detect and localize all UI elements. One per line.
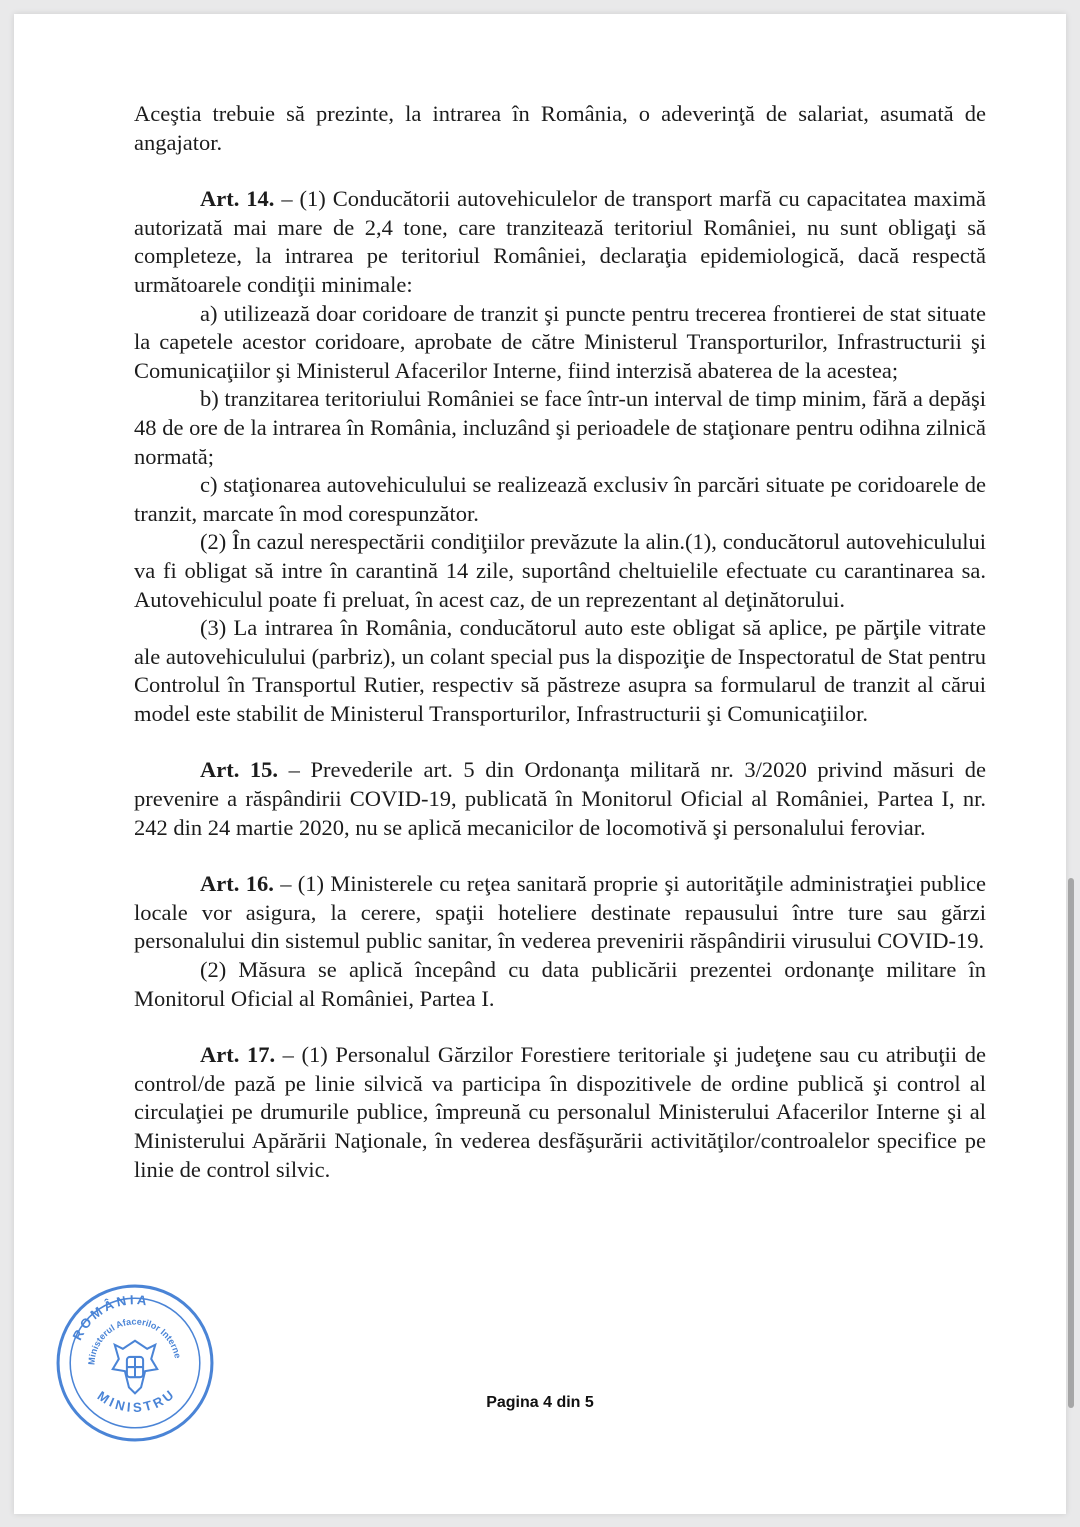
paragraph-intro: Aceştia trebuie să prezinte, la intrarea în România, o adeverinţă de salariat, asumată de angajator. — [134, 101, 986, 155]
art-16-heading: Art. 16. — [200, 871, 274, 897]
stamp-ring-text: Ministerul Afacerilor Interne — [86, 1316, 183, 1366]
art-17-text-1: – (1) Personalul Gărzilor Forestiere teritoriale şi judeţene sau cu atribuţii de control/de pază pe linie silvică va participa în dispozitivele de ordine publică şi control al circulaţiei pe drumurile publice, împreună cu personalul Ministerului Afacerilor Interne şi al Ministerului Apărării Naţionale, în vederea desfăşurării activităţilor/controalelor specifice pe linie de control silvic. — [134, 1042, 986, 1182]
art-17-heading: Art. 17. — [200, 1042, 276, 1068]
art-17-paragraph-1 — [134, 1041, 986, 1184]
page-number: Pagina 4 din 5 — [486, 1394, 594, 1411]
art-15-text: – Prevederile art. 5 din Ordonanţa militară nr. 3/2020 privind măsuri de prevenire a răspândirii COVID-19, publicată în Monitorul Oficial al României, Partea I, nr. 242 din 24 martie 2020, nu se aplică mecanicilor de locomotivă şi personalului feroviar. — [134, 757, 987, 840]
art-16-paragraph-1 — [134, 870, 986, 956]
art-14-item-a: a) utilizează doar coridoare de tranzit şi puncte pentru trecerea frontierei de stat situate la capetele acestor coridoare, aprobate de către Ministerul Transporturilor, Infrastructurii şi Comunicaţiilor şi Ministerul Afacerilor Interne, fiind interzisă abaterea de la acestea; — [134, 300, 986, 383]
art-14-heading: Art. 14. — [200, 186, 275, 212]
document-body — [134, 100, 986, 1184]
scrollbar[interactable] — [1068, 878, 1074, 1408]
coat-of-arms-icon — [113, 1341, 158, 1394]
art-15-paragraph — [134, 756, 986, 842]
ministry-stamp — [54, 1282, 216, 1444]
art-15-heading: Art. 15. — [200, 757, 279, 783]
art-14-paragraph-3: (3) La intrarea în România, conducătorul auto este obligat să aplice, pe părţile vitrate ale autovehiculului (parbriz), un colant special pus la dispoziţie de Inspectoratul de Stat pentru Controlul în Transportul Rutier, respectiv să păstreze asupra sa formularul de tranzit al cărui model este stabilit de Ministerul Transporturilor, Infrastructurii şi Comunicaţiilor. — [134, 615, 986, 726]
stamp-top-text: ROMÂNIA — [69, 1292, 151, 1343]
art-14-text-1: – (1) Conducătorii autovehiculelor de transport marfă cu capacitatea maximă autorizată mai mare de 2,4 tone, care tranzitează teritoriul României, nu sunt obligaţi să completeze, la intrarea pe teritoriul României, declaraţia epidemiologică, dacă respectă următoarele condiţii minimale: — [134, 186, 986, 297]
art-14-paragraph-1 — [134, 185, 986, 299]
art-14-item-b: b) tranzitarea teritoriului României se face într-un interval de timp minim, fără a depăşi 48 de ore de la intrarea în România, incluzând şi perioadele de staţionare pentru odihna zilnică normată; — [134, 386, 986, 469]
stamp-bottom-text: MINISTRU — [94, 1385, 179, 1416]
art-16-paragraph-2: (2) Măsura se aplică începând cu data publicării prezentei ordonanţe militare în Monitorul Oficial al României, Partea I. — [134, 957, 986, 1011]
svg-text:MINISTRU — [95, 1386, 179, 1416]
art-16-text-1: – (1) Ministerele cu reţea sanitară proprie şi autorităţile administraţiei publice locale vor asigura, la cerere, spaţii hoteliere destinate repausului între ture sau gărzi personalului din sistemul public sanitar, în vederea prevenirii răspândirii virusului COVID-19. — [134, 871, 986, 954]
art-14-paragraph-2: (2) În cazul nerespectării condiţiilor prevăzute la alin.(1), conducătorul autovehiculului va fi obligat să intre în carantină 14 zile, suportând cheltuielile efectuate cu carantinarea sa. Autovehiculul poate fi preluat, în acest caz, de un reprezentant al deţinătorului. — [134, 529, 986, 612]
art-14-item-c: c) staţionarea autovehiculului se realizează exclusiv în parcări situate pe coridoarele de tranzit, marcate în mod corespunzător. — [134, 472, 986, 526]
